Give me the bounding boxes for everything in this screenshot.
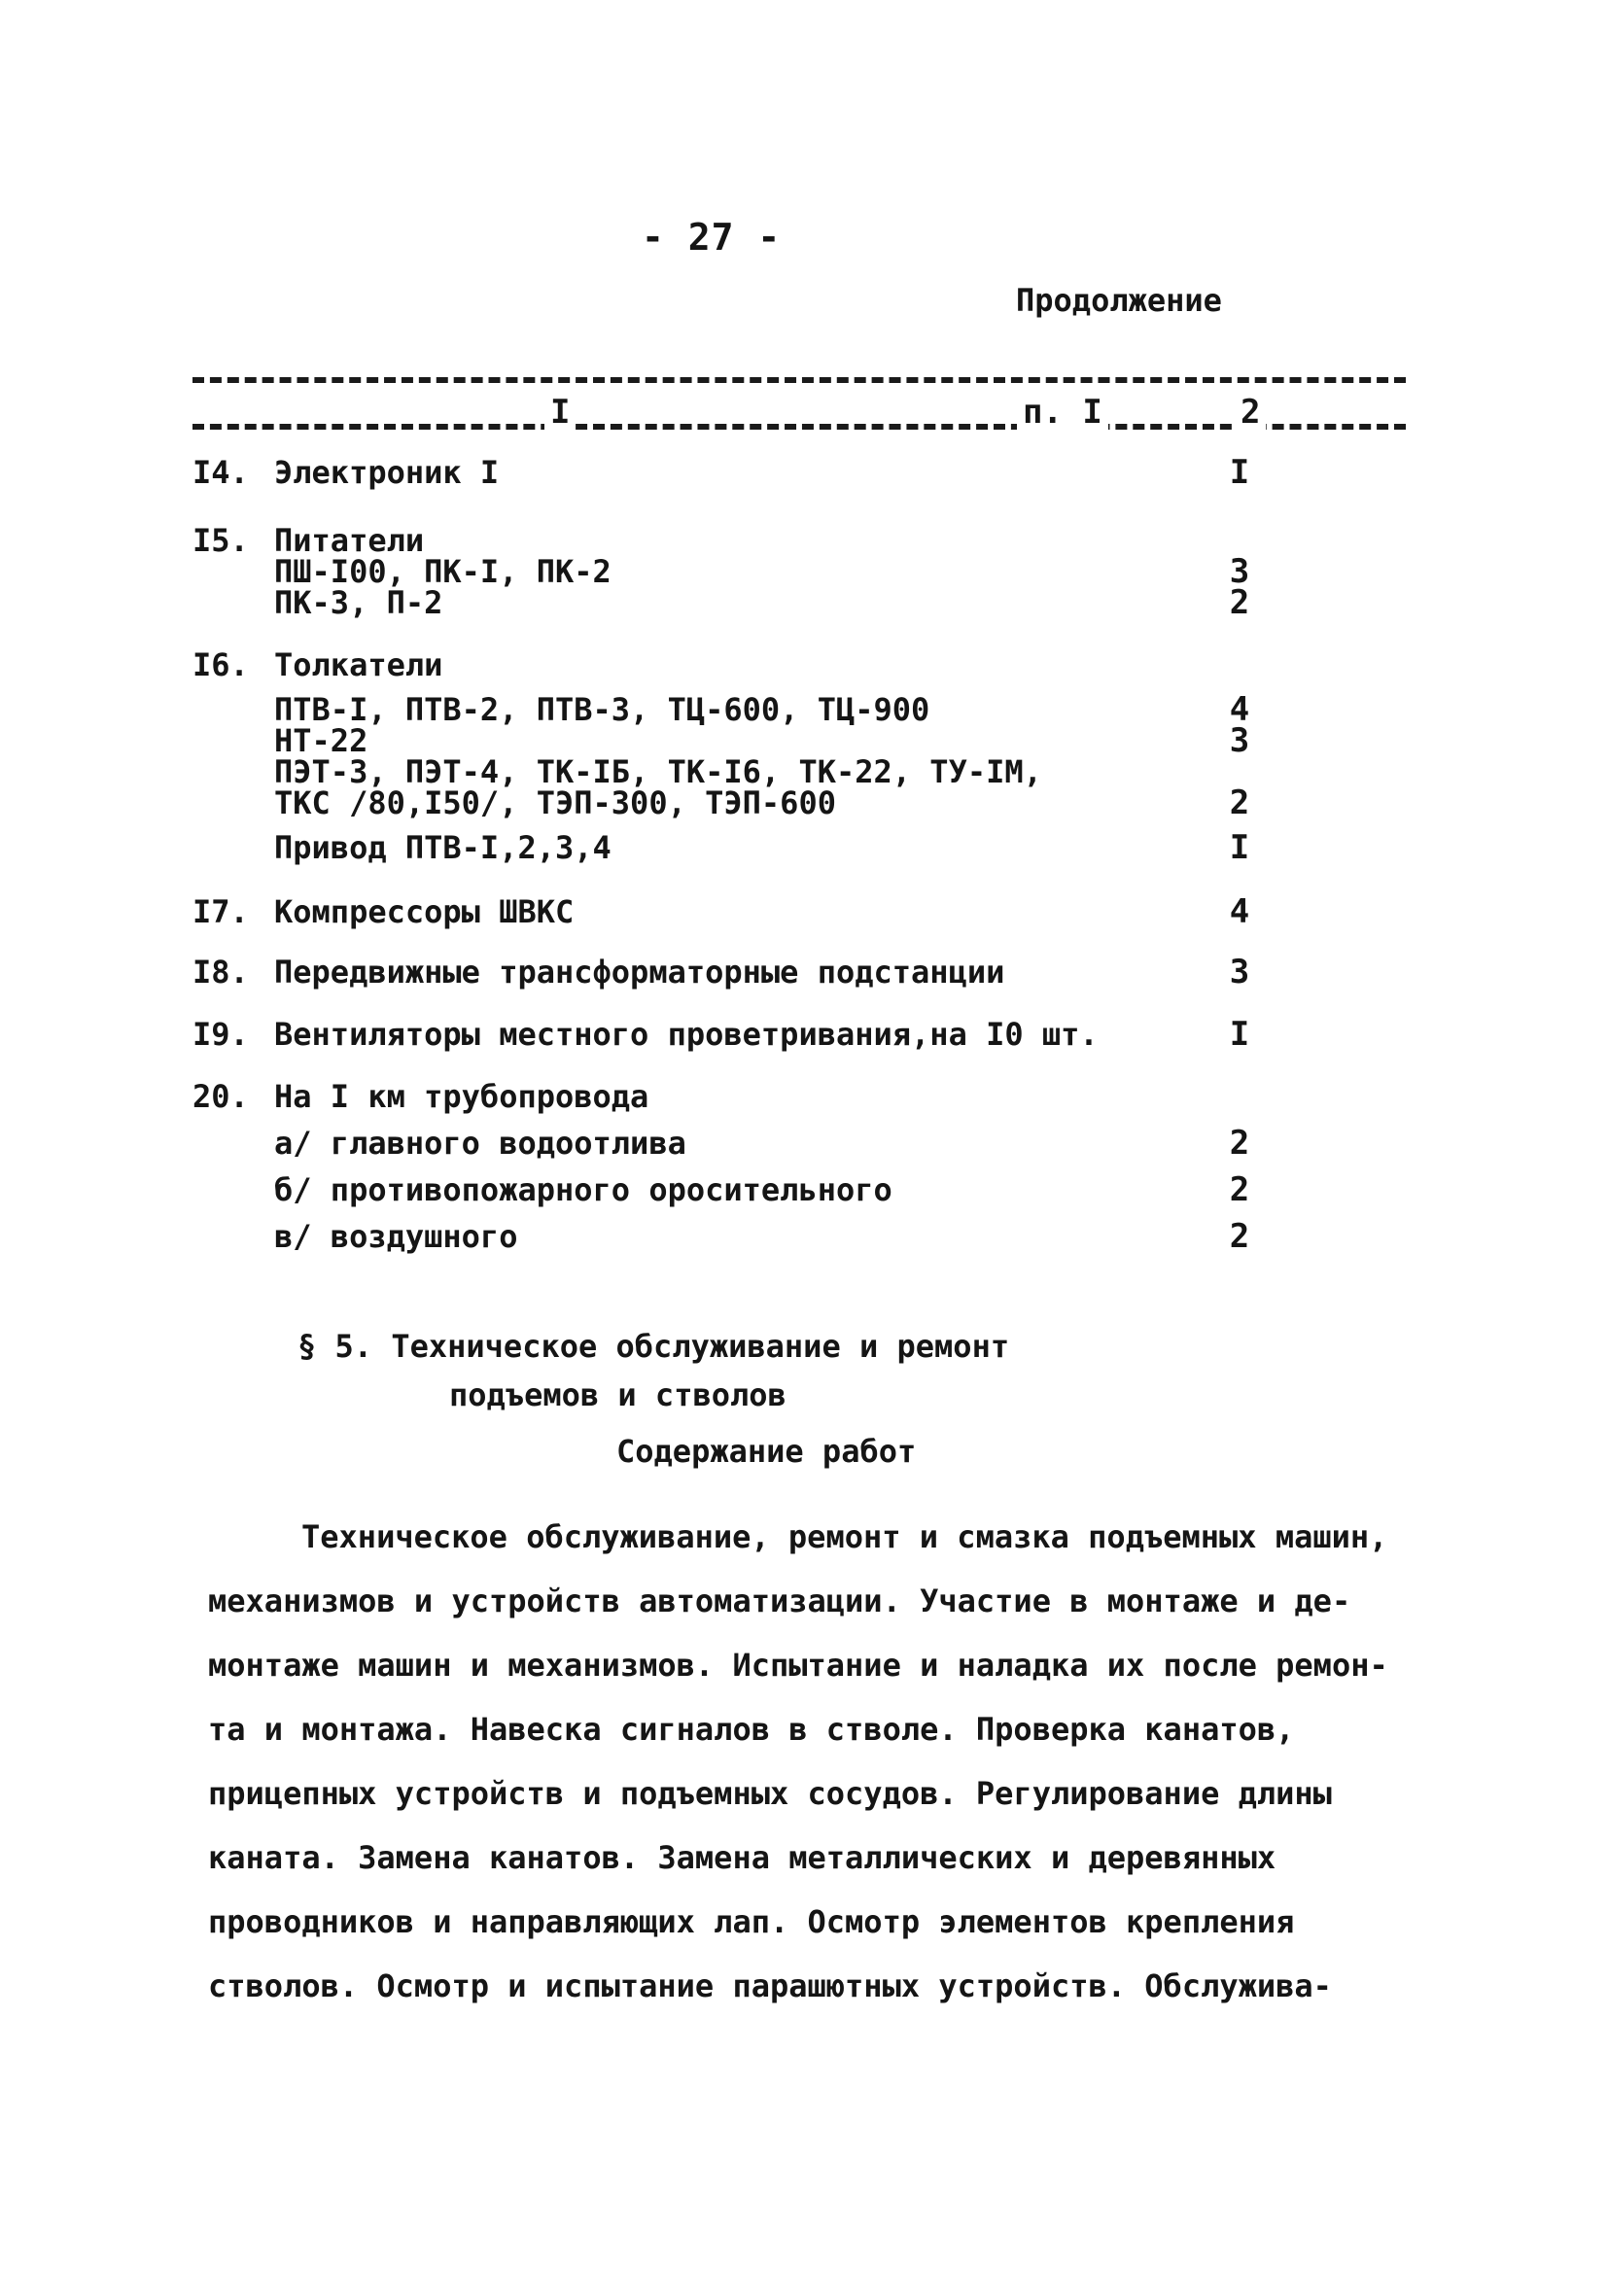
table-subrow: в/ воздушного [274, 1218, 518, 1255]
table-row [192, 522, 1281, 559]
row-value: 2 [1229, 583, 1250, 622]
table-row [192, 453, 1281, 492]
row-value: 3 [1229, 552, 1250, 591]
paragraph-line: каната. Замена канатов. Замена металлических и деревянных [208, 1839, 1276, 1876]
row-text: Толкатели [274, 646, 443, 683]
table-row [192, 1015, 1281, 1054]
table-subrow: ТКС /80,I50/, ТЭП-300, ТЭП-600 [274, 784, 836, 821]
row-value: 2 [1229, 1217, 1250, 1256]
row-number: I7. [192, 893, 249, 930]
paragraph-line: монтаже машин и механизмов. Испытание и наладка их после ремон- [208, 1647, 1388, 1684]
table-subrow: б/ противопожарного оросительного [274, 1171, 892, 1208]
table-subrow: Привод ПТВ-I,2,3,4 [274, 829, 612, 866]
row-value: 4 [1229, 690, 1250, 729]
table-subrow: ПШ-I00, ПК-I, ПК-2 [274, 553, 612, 590]
row-value: 4 [1229, 892, 1250, 931]
table-header-paragraph: п. I [1017, 395, 1108, 430]
table-row [192, 646, 1281, 683]
row-number: I9. [192, 1016, 249, 1053]
table-subrow: ПК-3, П-2 [274, 584, 443, 621]
row-text: Электроник I [274, 454, 500, 491]
row-text: Вентиляторы местного проветривания,на I0 шт. [274, 1016, 1099, 1053]
paragraph-line: стволов. Осмотр и испытание парашютных устройств. Обслужива- [208, 1967, 1332, 2004]
section-heading [297, 1322, 1009, 1419]
paragraph-line: Техническое обслуживание, ремонт и смазка подъемных машин, [301, 1518, 1388, 1555]
table-subrow: НТ-22 [274, 722, 368, 759]
paragraph-line: механизмов и устройств автоматизации. Участие в монтаже и де- [208, 1583, 1351, 1619]
paragraph-line: та и монтажа. Навеска сигналов в стволе. Проверка канатов, [208, 1711, 1295, 1748]
row-text: Передвижные трансформаторные подстанции [274, 954, 1005, 991]
table-row [192, 953, 1281, 991]
table-row [192, 892, 1281, 931]
table-header-col1: I [544, 395, 576, 430]
content-title: Содержание работ [616, 1433, 917, 1470]
row-text: Компрессоры ШВКС [274, 893, 575, 930]
table-header-rule [192, 424, 1406, 430]
row-value: 2 [1229, 1124, 1250, 1163]
table-header-col2: 2 [1235, 395, 1266, 430]
row-text: На I км трубопровода [274, 1078, 649, 1115]
table-row [192, 1078, 1281, 1115]
page-number: - 27 - [642, 216, 782, 259]
table-subrow: ПЭТ-3, ПЭТ-4, ТК-IБ, ТК-I6, ТК-22, ТУ-IМ, [274, 753, 1042, 790]
table-subrow: ПТВ-I, ПТВ-2, ПТВ-3, ТЦ-600, ТЦ-900 [274, 691, 930, 728]
row-number: 20. [192, 1078, 249, 1115]
row-value: I [1229, 453, 1250, 492]
row-value: I [1229, 1015, 1250, 1054]
table-subrow: а/ главного водоотлива [274, 1125, 686, 1162]
section-heading-line1: § 5. Техническое обслуживание и ремонт [297, 1328, 1010, 1365]
row-number: I8. [192, 954, 249, 991]
paragraph-line: прицепных устройств и подъемных сосудов. Регулирование длины [208, 1775, 1332, 1812]
table-top-rule [192, 377, 1406, 383]
row-value: I [1229, 828, 1250, 867]
row-number: I5. [192, 522, 249, 559]
body-paragraph [208, 1505, 1414, 2018]
paragraph-line: проводников и направляющих лап. Осмотр элементов крепления [208, 1903, 1295, 1940]
row-value: 2 [1229, 783, 1250, 822]
row-value: 2 [1229, 1170, 1250, 1209]
row-value: 3 [1229, 953, 1250, 991]
row-number: I4. [192, 454, 249, 491]
row-value: 3 [1229, 721, 1250, 760]
section-heading-line2: подъемов и стволов [449, 1376, 787, 1413]
continued-label: Продолжение [1016, 282, 1222, 319]
row-number: I6. [192, 646, 249, 683]
row-text: Питатели [274, 522, 425, 559]
